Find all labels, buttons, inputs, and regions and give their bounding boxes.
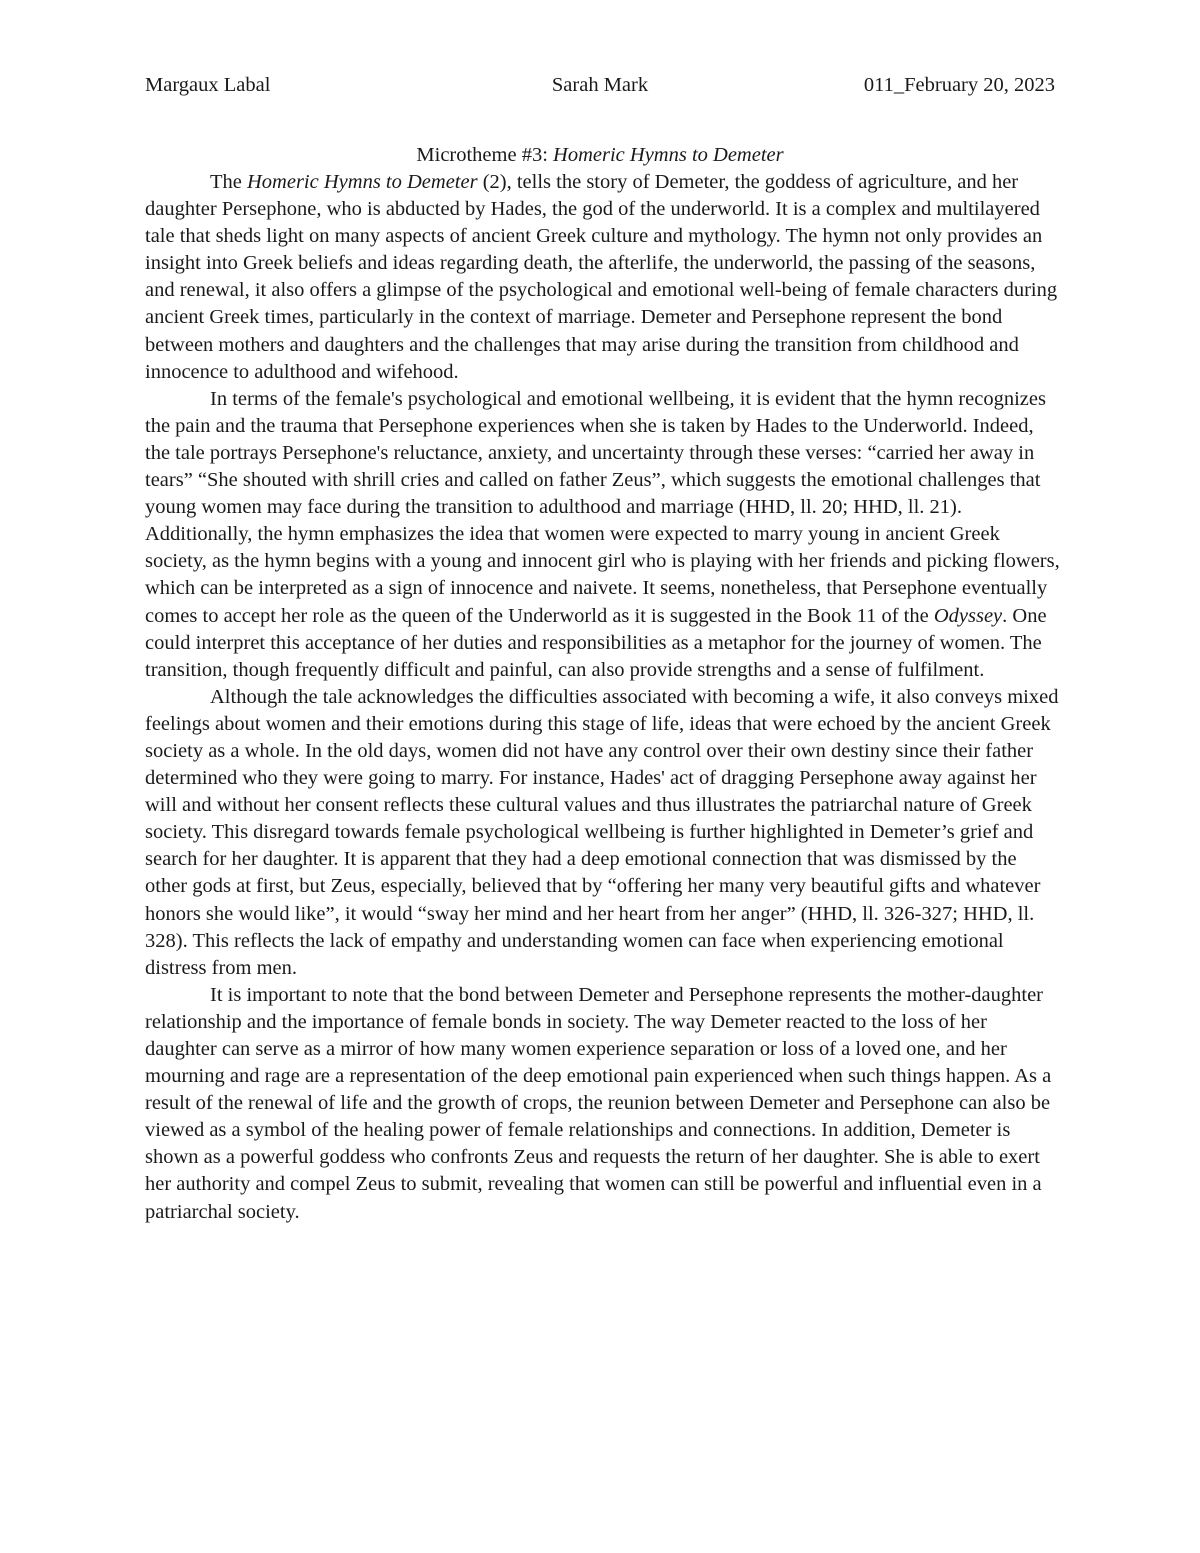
paragraph-2 bbox=[145, 386, 1060, 684]
title-prefix: Microtheme #3: bbox=[416, 144, 554, 166]
paragraph-1-rest: (2), tells the story of Demeter, the goddess of agriculture, and her daughter Persephone, who is abducted by Hades, the god of the underworld. It is a complex and multilayered tale that sheds light on many aspects of ancient Greek culture and mythology. The hymn not only provides an insight into Greek beliefs and ideas regarding death, the afterlife, the underworld, the passing of the seasons, and renewal, it also offers a glimpse of the psychological and emotional well-being of female characters during ancient Greek times, particularly in the context of marriage. Demeter and Persephone represent the bond between mothers and daughters and the challenges that may arise during the transition from childhood and innocence to adulthood and wifehood. bbox=[145, 171, 1058, 383]
document-body bbox=[145, 169, 1060, 1226]
paragraph-1 bbox=[145, 169, 1060, 386]
paragraph-2-rest: . One could interpret this acceptance of her duties and responsibilities as a metaphor for the journey of women. The transition, though frequently difficult and painful, can also provide strengths and a sense of fulfilment. bbox=[145, 604, 1047, 681]
header-instructor: Sarah Mark bbox=[551, 74, 649, 96]
header-section-date: 011_February 20, 2023 bbox=[863, 74, 1055, 96]
paragraph-2-work-title: Odyssey bbox=[933, 604, 1003, 627]
title-work: Homeric Hymns to Demeter bbox=[553, 144, 784, 166]
page-header bbox=[145, 70, 1055, 100]
paragraph-2-start: In terms of the female's psychological and emotional wellbeing, it is evident that the hymn recognizes the pain and the trauma that Persephone experiences when she is taken by Hades to the Underworld. Indeed, the tale portrays Persephone's reluctance, anxiety, and uncertainty through these verses: “carried her away in tears” “She shouted with shrill cries and called on father Zeus”, which suggests the emotional challenges that young women may face during the transition to adulthood and marriage (HHD, ll. 20; HHD, ll. 21). Additionally, the hymn emphasizes the idea that women were expected to marry young in ancient Greek society, as the hymn begins with a young and innocent girl who is playing with her friends and picking flowers, which can be interpreted as a sign of innocence and naivete. It seems, nonetheless, that Persephone eventually comes to accept her role as the queen of the Underworld as it is suggested in the Book 11 of the bbox=[145, 387, 1060, 627]
paragraph-1-work-title: Homeric Hymns to Demeter bbox=[247, 171, 478, 193]
paragraph-1-start: The bbox=[210, 171, 247, 193]
document-title bbox=[145, 142, 1055, 169]
paragraph-4: It is important to note that the bond between Demeter and Persephone represents the mother-daughter relationship and the importance of female bonds in society. The way Demeter reacted to the loss of her daughter can serve as a mirror of how many women experience separation or loss of a loved one, and her mourning and rage are a representation of the deep emotional pain experienced when such things happen. As a result of the renewal of life and the growth of crops, the reunion between Demeter and Persephone can also be viewed as a symbol of the healing power of female relationships and connections. In addition, Demeter is shown as a powerful goddess who confronts Zeus and requests the return of her daughter. She is able to exert her authority and compel Zeus to submit, revealing that women can still be powerful and influential even in a patriarchal society. bbox=[145, 983, 1052, 1223]
paragraph-3: Although the tale acknowledges the difficulties associated with becoming a wife, it also conveys mixed feelings about women and their emotions during this stage of life, ideas that were echoed by the ancient Greek society as a whole. In the old days, women did not have any control over their own destiny since their father determined who they were going to marry. For instance, Hades' act of dragging Persephone away against her will and without her consent reflects these cultural values and thus illustrates the patriarchal nature of Greek society. This disregard towards female psychological wellbeing is further highlighted in Demeter’s grief and search for her daughter. It is apparent that they had a deep emotional connection that was dismissed by the other gods at first, but Zeus, especially, believed that by “offering her many very beautiful gifts and whatever honors she would like”, it would “sway her mind and her heart from her anger” (HHD, ll. 326-327; HHD, ll. 328). This reflects the lack of empathy and understanding women can face when experiencing emotional distress from men. bbox=[145, 685, 1059, 979]
header-author: Margaux Labal bbox=[145, 74, 271, 96]
